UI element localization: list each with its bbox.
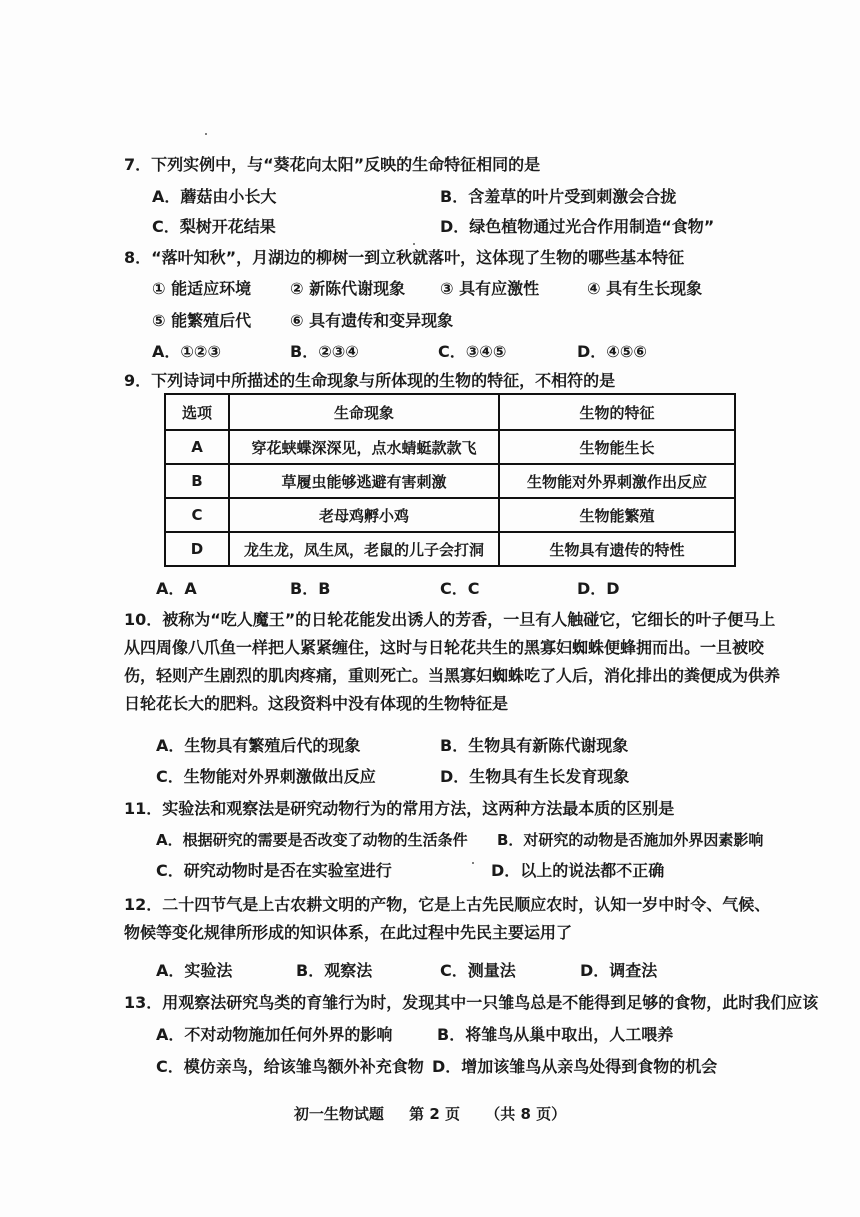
q12-option-a: A．实验法 [156, 961, 233, 980]
q7-option-a: A．蘑菇由小长大 [152, 187, 277, 206]
q8-item-4: ④ 具有生长现象 [587, 279, 703, 298]
question-13-stem: 13．用观察法研究鸟类的育雏行为时，发现其中一只雏鸟总是不能得到足够的食物，此时我们应该 [124, 993, 819, 1012]
q9-option-d: D．D [577, 579, 620, 598]
q8-item-1: ① 能适应环境 [152, 279, 252, 298]
q8-item-3: ③ 具有应激性 [440, 279, 540, 298]
q11-option-a: A．根据研究的需要是否改变了动物的生活条件 [156, 831, 468, 849]
table-header-phenomenon: 生命现象 [229, 394, 499, 430]
q8-item-6: ⑥ 具有遗传和变异现象 [290, 311, 454, 330]
q10-option-d: D．生物具有生长发育现象 [440, 767, 630, 786]
table-cell: B [165, 464, 229, 498]
table-header-row [165, 394, 735, 430]
footer-total-pages: （共 8 页） [485, 1105, 567, 1123]
speck [413, 243, 415, 245]
footer-page-number: 第 2 页 [409, 1105, 460, 1123]
table-cell: 穿花蛱蝶深深见，点水蜻蜓款款飞 [229, 430, 499, 464]
q12-option-b: B．观察法 [296, 961, 373, 980]
q13-option-a: A．不对动物施加任何外界的影响 [156, 1025, 393, 1044]
page-footer [0, 1103, 860, 1124]
table-row [165, 430, 735, 464]
table-cell: 草履虫能够逃避有害刺激 [229, 464, 499, 498]
q7-option-b: B．含羞草的叶片受到刺激会合拢 [440, 187, 677, 206]
table-cell: D [165, 532, 229, 566]
q10-option-c: C．生物能对外界刺激做出反应 [156, 767, 376, 786]
question-9-stem: 9．下列诗词中所描述的生命现象与所体现的生物的特征，不相符的是 [124, 371, 616, 390]
table-row [165, 532, 735, 566]
speck [205, 133, 207, 135]
question-12-stem: 12．二十四节气是上古农耕文明的产物，它是上古先民顺应农时，认知一岁中时令、气候、物候等变化规律所形成的知识体系，在此过程中先民主要运用了 [124, 895, 771, 942]
q8-option-a: A．①②③ [152, 342, 222, 361]
table-cell: 老母鸡孵小鸡 [229, 498, 499, 532]
q8-option-d: D．④⑤⑥ [577, 342, 647, 361]
q8-item-5: ⑤ 能繁殖后代 [152, 311, 252, 330]
table-header-feature: 生物的特征 [499, 394, 735, 430]
table-cell: C [165, 498, 229, 532]
q7-option-d: D．绿色植物通过光合作用制造“食物” [440, 217, 715, 236]
q11-option-c: C．研究动物时是否在实验室进行 [156, 861, 392, 880]
table-cell: A [165, 430, 229, 464]
q8-option-b: B．②③④ [290, 342, 359, 361]
q8-item-2: ② 新陈代谢现象 [290, 279, 406, 298]
question-7-stem: 7．下列实例中，与“葵花向太阳”反映的生命特征相同的是 [124, 155, 541, 174]
q10-option-b: B．生物具有新陈代谢现象 [440, 736, 629, 755]
table-row [165, 498, 735, 532]
q11-option-d: D．以上的说法都不正确 [491, 861, 665, 880]
table-cell: 生物能繁殖 [499, 498, 735, 532]
speck [472, 862, 474, 864]
table-cell: 生物能生长 [499, 430, 735, 464]
question-11-stem: 11．实验法和观察法是研究动物行为的常用方法，这两种方法最本质的区别是 [124, 799, 675, 818]
q8-option-c: C．③④⑤ [438, 342, 507, 361]
q7-option-c: C．梨树开花结果 [152, 217, 276, 236]
q13-option-d: D．增加该雏鸟从亲鸟处得到食物的机会 [432, 1057, 718, 1076]
q13-option-b: B．将雏鸟从巢中取出，人工喂养 [437, 1025, 674, 1044]
table-row [165, 464, 735, 498]
q10-option-a: A．生物具有繁殖后代的现象 [156, 736, 361, 755]
table-cell: 生物具有遗传的特性 [499, 532, 735, 566]
q9-option-c: C．C [440, 579, 480, 598]
question-10-stem: 10．被称为“吃人魔王”的日轮花能发出诱人的芳香，一旦有人触碰它，它细长的叶子便马上从四周像八爪鱼一样把人紧紧缠住，这时与日轮花共生的黑寡妇蜘蛛便蜂拥而出。一旦被咬伤，轻则产生剧烈的肌肉疼痛，重则死亡。当黑寡妇蜘蛛吃了人后，消化排出的粪便成为供养日轮花长大的肥料。这段资料中没有体现的生物特征是 [124, 610, 781, 713]
table-cell: 龙生龙，凤生凤，老鼠的儿子会打洞 [229, 532, 499, 566]
q12-option-d: D．调查法 [580, 961, 658, 980]
q12-option-c: C．测量法 [440, 961, 516, 980]
footer-title: 初一生物试题 [293, 1105, 384, 1123]
q11-option-b: B．对研究的动物是否施加外界因素影响 [497, 831, 764, 849]
q13-option-c: C．模仿亲鸟，给该雏鸟额外补充食物 [156, 1057, 424, 1076]
question-9-table [164, 393, 736, 567]
question-8-stem: 8．“落叶知秋”，月湖边的柳树一到立秋就落叶，这体现了生物的哪些基本特征 [124, 248, 685, 267]
table-cell: 生物能对外界刺激作出反应 [499, 464, 735, 498]
q9-option-a: A．A [156, 579, 197, 598]
q9-option-b: B．B [290, 579, 331, 598]
table-header-option: 选项 [165, 394, 229, 430]
